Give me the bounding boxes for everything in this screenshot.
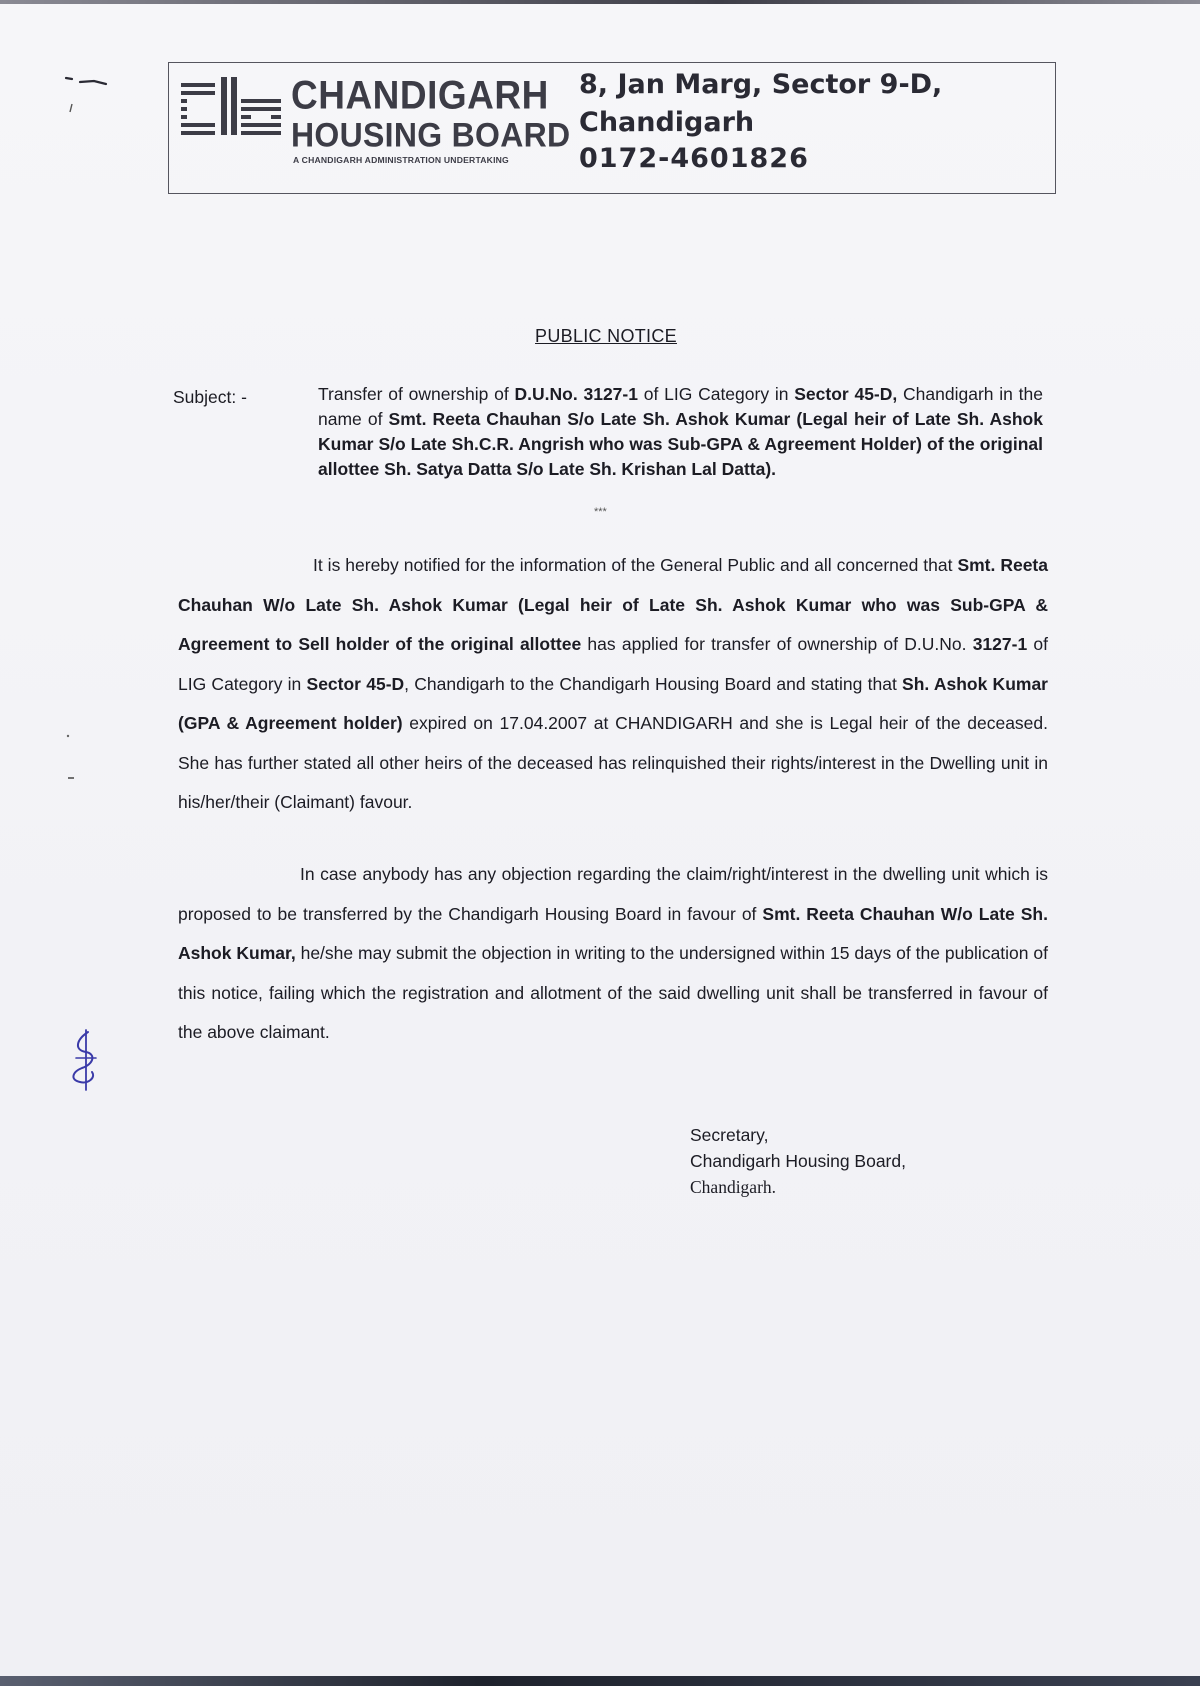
notice-title: PUBLIC NOTICE bbox=[535, 326, 677, 346]
paragraph-part: It is hereby notified for the information of the General Public and all concerned that bbox=[313, 555, 958, 575]
phone-number: 0172-4601826 bbox=[579, 143, 809, 174]
scan-edge-bottom bbox=[0, 1676, 1200, 1686]
signatory-city: Chandigarh. bbox=[690, 1177, 777, 1197]
separator: *** bbox=[594, 506, 607, 518]
subject-part-bold: Smt. Reeta Chauhan S/o Late Sh. Ashok Kumar (Legal heir of Late Sh. Ashok Kumar S/o Late Sh.C.R. Angrish who was Sub-GPA & Agreement Holder) of the original allottee Sh. Satya Datta S/o Late Sh. Krishan Lal Datta). bbox=[318, 409, 1043, 479]
org-name-line2: HOUSING BOARD bbox=[291, 115, 571, 154]
subject-part: Transfer of ownership of bbox=[318, 384, 515, 404]
initials-mark-icon bbox=[66, 1028, 104, 1092]
paragraph-part: has applied for transfer of ownership of D.U.No. bbox=[581, 634, 973, 654]
paragraph-part-bold: Smt. Reeta Chauhan W/o Late Sh. Ashok Kumar (Legal heir of Late Sh. Ashok Kumar who was Sub-GPA & Agreement to Sell holder of the original allottee bbox=[178, 555, 1048, 654]
paragraph-part-bold: Smt. Reeta Chauhan W/o Late Sh. Ashok Kumar, bbox=[178, 903, 1048, 963]
paragraph-part: , Chandigarh to the Chandigarh Housing Board and stating that bbox=[404, 673, 903, 694]
chb-logo-icon bbox=[181, 77, 283, 139]
org-name-line1: CHANDIGARH bbox=[291, 73, 549, 118]
paragraph-part-bold: 3127-1 bbox=[972, 634, 1028, 654]
paragraph-part: of LIG Category in bbox=[178, 634, 1048, 694]
subject-part: of LIG Category in bbox=[637, 384, 795, 404]
paragraph-part: In case anybody has any objection regarding the claim/right/interest in the dwelling unit which is proposed to be transferred by the Chandigarh Housing Board in favour of bbox=[178, 864, 1048, 924]
margin-dot-icon bbox=[62, 728, 82, 788]
signature-block bbox=[690, 1122, 906, 1200]
subject-label: Subject: - bbox=[173, 387, 247, 407]
paragraph-part-bold: Sector 45-D bbox=[306, 673, 405, 694]
subject-part-bold: D.U.No. 3127-1 bbox=[514, 384, 638, 404]
paragraph-part: he/she may submit the objection in writing to the undersigned within 15 days of the publication of this notice, failing which the registration and allotment of the said dwelling unit shall be transferred in favour of the above claimant. bbox=[178, 943, 1048, 1042]
subject-text bbox=[318, 382, 1043, 482]
letterhead bbox=[168, 62, 1056, 194]
subject-part-bold: Sector 45-D, bbox=[794, 384, 898, 404]
address-line2: Chandigarh bbox=[579, 107, 755, 138]
notice-paragraph-1 bbox=[178, 546, 1048, 823]
paragraph-part-bold: Sh. Ashok Kumar (GPA & Agreement holder) bbox=[178, 673, 1048, 733]
signatory-title: Secretary, bbox=[690, 1125, 769, 1145]
margin-scribble-icon bbox=[62, 74, 122, 124]
address-line1: 8, Jan Marg, Sector 9-D, bbox=[579, 69, 943, 100]
notice-paragraph-2 bbox=[178, 855, 1048, 1053]
paragraph-part: expired on 17.04.2007 at CHANDIGARH and she is Legal heir of the deceased. She has further stated all other heirs of the deceased has relinquished their rights/interest in the Dwelling unit in his/her/their (Claimant) favour. bbox=[178, 713, 1048, 812]
org-tagline: A CHANDIGARH ADMINISTRATION UNDERTAKING bbox=[293, 155, 509, 165]
scan-edge-top bbox=[0, 0, 1200, 4]
signatory-organization: Chandigarh Housing Board, bbox=[690, 1151, 906, 1171]
subject-part: Chandigarh in the name of bbox=[318, 384, 1043, 429]
